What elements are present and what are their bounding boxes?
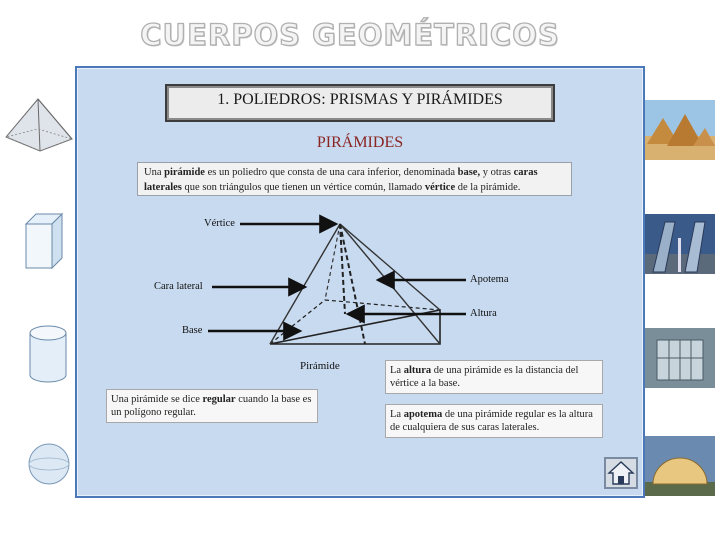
sphere-shape-icon bbox=[27, 440, 71, 488]
vertex-label: Vértice bbox=[204, 218, 235, 229]
section-subtitle: PIRÁMIDES bbox=[316, 134, 404, 151]
diagram-caption: Pirámide bbox=[300, 360, 340, 372]
home-icon bbox=[606, 459, 636, 487]
base-label: Base bbox=[182, 325, 203, 336]
dome-photo bbox=[645, 436, 715, 496]
height-note: La altura de una pirámide es la distancia del vértice a la base. bbox=[385, 360, 603, 394]
section-title: 1. POLIEDROS: PRISMAS Y PIRÁMIDES bbox=[217, 91, 503, 108]
apothem-label: Apotema bbox=[470, 274, 509, 285]
kio-towers-photo bbox=[645, 214, 715, 274]
lateral-face-label: Cara lateral bbox=[154, 281, 203, 292]
prism-shape-icon bbox=[22, 212, 66, 270]
egypt-pyramids-photo bbox=[645, 100, 715, 160]
glass-building-photo bbox=[645, 328, 715, 388]
regular-pyramid-note: Una pirámide se dice regular cuando la base es un polígono regular. bbox=[106, 389, 318, 423]
height-label: Altura bbox=[470, 308, 497, 319]
cylinder-shape-icon bbox=[26, 323, 70, 385]
pyramid-shape-icon bbox=[0, 95, 75, 155]
apothem-note: La apotema de una pirámide regular es la altura de cualquiera de sus caras laterales. bbox=[385, 404, 603, 438]
home-button[interactable] bbox=[604, 457, 638, 489]
pyramid-diagram bbox=[140, 210, 580, 360]
definition-text: Una pirámide es un poliedro que consta de una cara inferior, denominada base, y otras caras laterales que son triángulos que tienen un vértice común, llamado vértice de la pirámide. bbox=[144, 167, 538, 193]
page-title: CUERPOS GEOMÉTRICOS bbox=[140, 18, 560, 52]
definition-box bbox=[137, 162, 572, 196]
